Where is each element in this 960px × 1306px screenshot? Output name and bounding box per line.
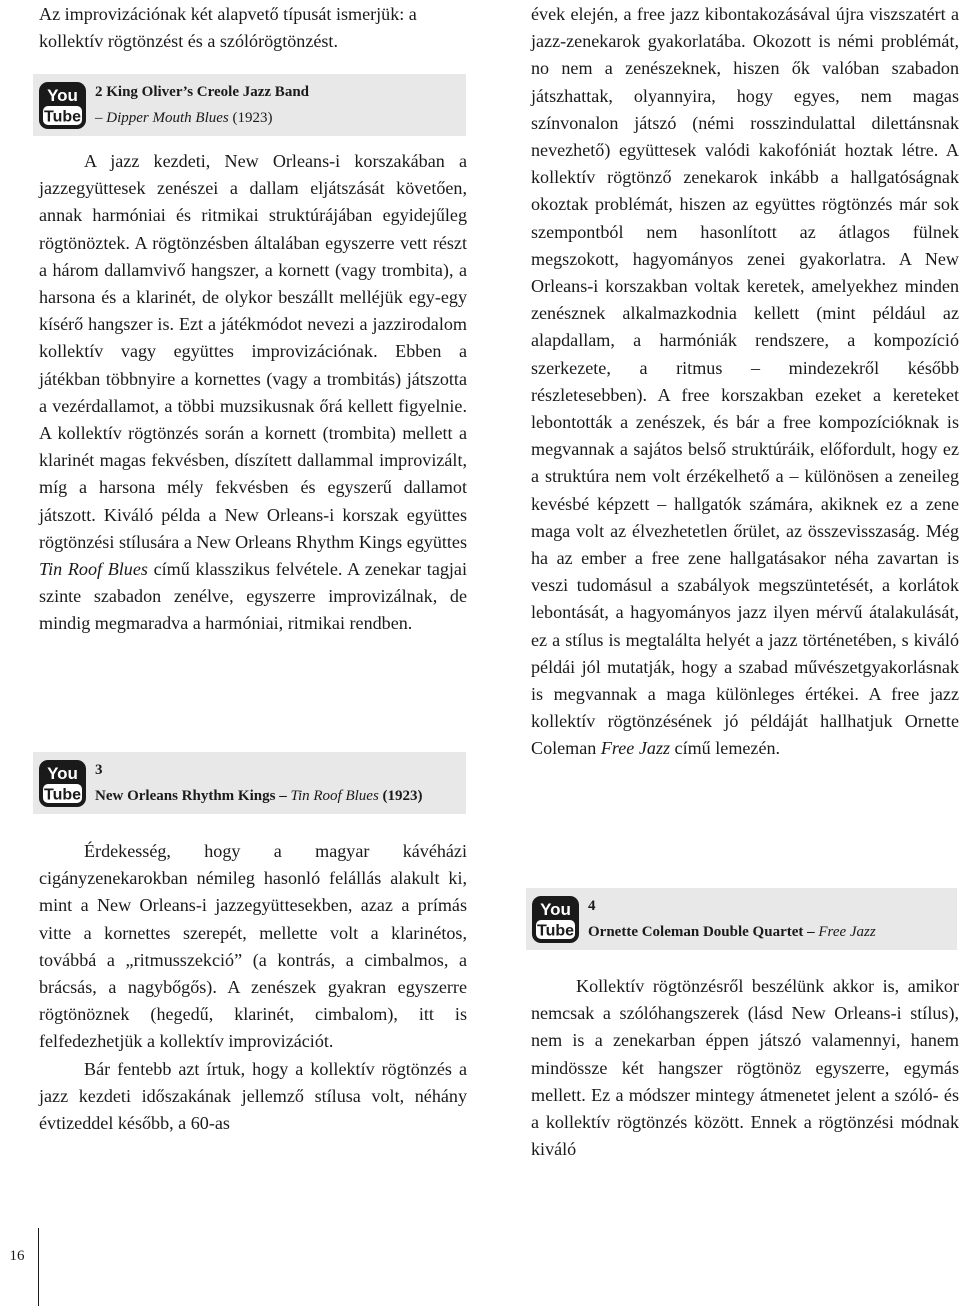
video-dash: – <box>95 110 103 126</box>
youtube-link-4[interactable] <box>526 888 957 950</box>
youtube-icon <box>39 760 86 807</box>
paragraph-free-jazz-intro: Bár fentebb azt írtuk, hogy a kollektív rögtönzés a jazz kezdeti időszakának jellemző stílusa volt, néhány évtizeddel később, a 60-as <box>39 1058 467 1134</box>
album-title-free-jazz: Free Jazz <box>600 738 671 759</box>
youtube-caption <box>588 893 876 945</box>
svg-text:You: You <box>47 763 78 783</box>
video-title: Free Jazz <box>818 924 876 940</box>
youtube-caption <box>95 79 309 131</box>
video-artist: Ornette Coleman Double Quartet <box>588 924 804 940</box>
youtube-icon <box>532 896 579 943</box>
svg-text:Tube: Tube <box>43 108 82 125</box>
video-year: (1923) <box>232 110 273 126</box>
svg-text:Tube: Tube <box>43 786 82 803</box>
right-body-1 <box>531 0 959 763</box>
svg-text:Tube: Tube <box>536 922 575 939</box>
video-number: 4 <box>588 898 596 914</box>
paragraph-collective-improvisation: A jazz kezdeti, New Orleans-i korszakában a jazzegyüttesek zenészei a dallam eljátszását követően, annak harmóniai és ritmikai struktúrájában egyidejűleg rögtönöztek. A rögtönzésben általában egyszerre vett részt a három dallamvivő hangszer, a kornett (vagy trombita), a harsona és a klarinét, de olykor beszállt melléjük egy-egy kísérő hangszer is. Ezt a játékmódot nevezi a jazzirodalom kollektív vagy együttes improvizációnak. Ebben a játékban többnyire a kornettes (vagy a trombitás) játszotta a vezérdallamot, a többi muzsikusnak őrá kellett figyelnie. A kollektív rögtönzés során a kornett (trombita) mellett a klarinét magas fekvésben, díszített dallammal improvizált, míg a harsona mély fekvésben és egyszerű dallamot játszott. Kiváló példa a New Orleans-i korszak együttes rögtönzési stílusára a New Orleans Rhythm Kings együttes Tin Roof Blues című klasszikus felvétele. A zenekar tagjai szinte szabadon zenélve, egyszerre improvizálnak, de mindig megmaradva a harmóniai, ritmikai rendben. <box>39 151 467 634</box>
left-column <box>39 0 467 55</box>
video-artist: New Orleans Rhythm Kings <box>95 788 276 804</box>
video-number: 3 <box>95 762 103 778</box>
youtube-icon <box>39 82 86 129</box>
video-title: Tin Roof Blues <box>290 788 379 804</box>
youtube-link-2[interactable] <box>33 74 466 136</box>
video-number: 2 <box>95 84 103 100</box>
paragraph-free-jazz: évek elején, a free jazz kibontakozásával újra viszszatért a jazz-zenekarok gyakorlatába. Okozott is némi problémát, no nem a zenészeknek, hiszen ők valóban szabadon játszhattak, olyannyira, hogy egyes, nem magas színvonalon játszó (némi rosszindulattal dilettánsnak nevezhető) együttesek valódi kakofóniát hoztak létre. A kollektív rögtönző zenekarok inkább a hallgatóságnak okoztak problémát, hiszen az együttes rögtönzés már sok szempontból nem hasonlított az átlagos fülnek megszokott, hagyományos zenei gyakorlatra. A New Orleans-i korszakban voltak keretek, amelyekhez minden zenésznek alkalmazkodnia kellett (mint például az alapdallam, a harmóniák rendszere, a kompozíció szerkezete, a ritmus – mindezekről később részletesebben). A free korszakban ezeket a kereteket lebontották a zenészek, és bár a free kompozícióknak is megvannak a sajátos belső struktúráik, előfordult, hogy ez a struktúra nem volt érzékelhető a – különösen a zeneileg kevésbé képzett – hallgatók számára, akiknek ez a zene maga volt az élvezhetetlen őrület, az összevisszaság. Még ha az ember a free zene hallgatásakor néha zavartan is veszi tudomásul a szabályok megszüntetését, a korlátok lebontását, a hagyományos jazz ilyen mérvű átalakulását, ez a stílus is megtalálta helyét a jazz történetében, s kiváló példái jól mutatják, hogy a szabad művészetgyakorlásnak is megvannak a maga különleges értékei. A free jazz kollektív rögtönzésének jó példáját hallhatjuk Ornette Coleman Free Jazz című lemezén. <box>531 4 959 759</box>
video-year: (1923) <box>382 788 423 804</box>
paragraph-two-instruments: Kollektív rögtönzésről beszélünk akkor is, amikor nemcsak a szólóhangszerek (lásd New Orleans-i stílus), nem is a zenekarban éppen játszó valamennyi, hanem mindössze két hangszer rögtönöz egyszerre, egymás mellett. Ez a módszer mintegy átmenetet jelent a szóló- és a kollektív rögtönzés között. Ennek a rögtönzési módnak kiváló <box>531 976 959 1160</box>
youtube-caption <box>95 757 423 809</box>
svg-text:You: You <box>47 85 78 105</box>
intro-paragraph: Az improvizációnak két alapvető típusát ismerjük: a kollektív rögtönzést és a szólórögtönzést. <box>39 4 417 52</box>
left-body-1 <box>39 148 467 638</box>
song-title-tin-roof-blues: Tin Roof Blues <box>39 559 148 580</box>
page-number: 16 <box>9 1248 25 1264</box>
left-body-2 <box>39 838 467 1137</box>
svg-text:You: You <box>540 899 571 919</box>
paragraph-cigany-zenekar: Érdekesség, hogy a magyar kávéházi cigányzenekarokban némileg hasonló felállás alakult ki, mint a New Orleans-i jazzegyüttesekben, azaz a prímás vitte a kornettes szerepét, mellette volt a klarinétos, továbbá a „ritmusszekció” (a kontrás, a cimbalmos, a brácsás, a nagybőgős). A zenészek gyakran egyszerre rögtönöznek (hegedű, klarinét, cimbalom), itt is felfedezhetjük a kollektív improvizációt. <box>39 841 467 1052</box>
video-title: Dipper Mouth Blues <box>106 110 229 126</box>
video-dash: – <box>807 924 815 940</box>
right-body-2 <box>531 973 959 1163</box>
video-dash: – <box>279 788 287 804</box>
page-number-rule <box>38 1228 39 1306</box>
video-artist: King Oliver’s Creole Jazz Band <box>106 84 309 100</box>
youtube-link-3[interactable] <box>33 752 466 814</box>
